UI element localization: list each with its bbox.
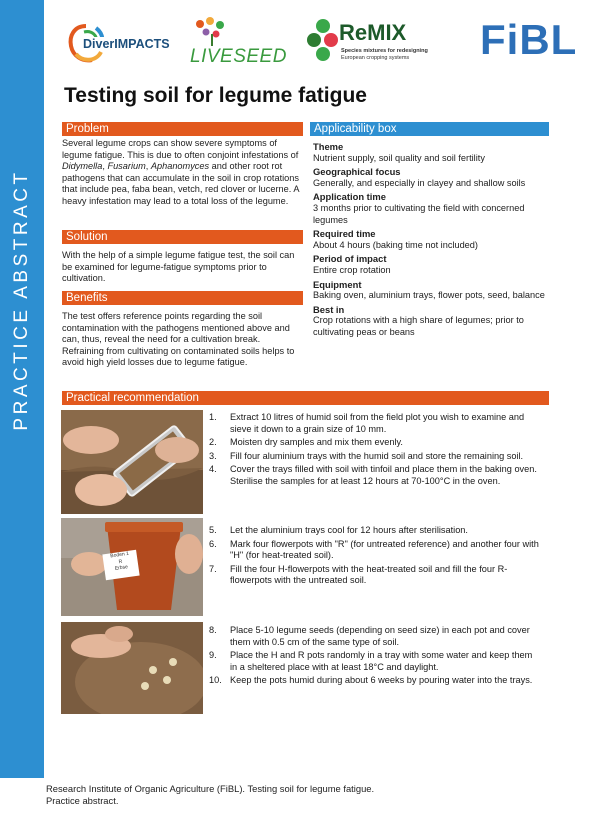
remix-logo [307,14,431,72]
sidebar-label: PRACTICE ABSTRACT [11,169,32,431]
applicability-heading: Applicability box [310,122,549,136]
applicability-list [313,141,545,341]
applicability-item [313,141,545,164]
applicability-value: Crop rotations with a high share of legumes; prior to cultivating peas or beans [313,315,524,337]
applicability-label: Geographical focus [313,166,401,178]
applicability-label: Theme [313,141,344,152]
step-text: Mark four flowerpots with "R" (for untreated reference) and another four with "H" (for heat-treated soil). [230,538,539,561]
fibl-wordmark: FiBL [480,16,578,63]
problem-text: Several legume crops can show severe symptoms of legume fatigue. This is due to often conjoint infestations of Didymella, Fusarium, Aphanomyces and other root rot pathogens that can accumulate in the soil in crop rotations that include pea, faba bean, vetch, red clover or lucerne. A heavy infestation may lead to a total loss of the legume. [62,138,299,206]
diverimpacts-wordmark: DiverIMPACTS [83,37,170,51]
benefits-heading: Benefits [62,291,303,305]
step-number: 10. [209,675,222,686]
remix-tagline-2: European cropping systems [341,55,410,61]
step-text: Fill four aluminium trays with the humid soil and store the remaining soil. [230,450,524,461]
step-item [209,525,539,537]
steps-list-2 [209,525,539,589]
step-text: Let the aluminium trays cool for 12 hours after sterilisation. [230,525,468,535]
liveseed-plant-icon [192,16,232,48]
step-item [209,675,539,687]
step-item [209,650,539,673]
steps-list-3 [209,625,539,689]
applicability-value: About 4 hours (baking time not included) [313,239,478,250]
applicability-label: Period of impact [313,253,387,265]
benefits-text: The test offers reference points regarding the soil contamination with the pathogens mentioned above and can, thus, reveal the need for a cultivation break. Refraining from cultivating on contaminated soils helps to avoid high yield losses due to legume fatigue. [62,311,295,368]
step-text: Cover the trays filled with soil with tinfoil and place them in the baking oven. Sterilise the samples for at least 12 hours at 70-100°C in the oven. [230,464,537,486]
remix-tagline-1: Species mixtures for redesigning [341,48,428,54]
step-item [209,625,539,648]
applicability-value: Nutrient supply, soil quality and soil fertility [313,152,485,163]
applicability-item [313,279,545,302]
footer-citation [46,783,374,807]
applicability-value: Generally, and especially in clayey and shallow soils [313,177,526,188]
step-item [209,564,539,587]
fibl-logo [480,16,580,72]
step-number: 7. [209,563,217,574]
step-number: 8. [209,625,217,635]
step-number: 6. [209,538,217,549]
step-number: 3. [209,450,217,461]
photo-seeds-in-soil [61,622,203,714]
solution-text: With the help of a simple legume fatigue test, the soil can be examined for legume-fatigue symptoms prior to cultivation. [62,250,295,284]
problem-heading: Problem [62,122,303,136]
step-item [209,464,539,487]
liveseed-logo [190,16,308,72]
applicability-label: Best in [313,303,345,315]
applicability-item [313,253,545,276]
photo-soil-tray [61,410,203,514]
logo-row [60,14,580,76]
liveseed-wordmark: LIVESEED [190,46,287,67]
pot-label-tag: Boden 1 R Erbse [102,550,139,580]
step-text: Place 5-10 legume seeds (depending on seed size) in each pot and cover them with 0.5 cm of the same type of soil. [230,625,530,647]
step-item [209,437,539,449]
applicability-item [313,228,545,251]
step-number: 9. [209,650,217,661]
sidebar-band [0,0,44,778]
page-title: Testing soil for legume fatigue [64,84,367,107]
step-number: 1. [209,412,217,422]
step-item [209,539,539,562]
applicability-item [313,191,545,226]
step-number: 4. [209,464,217,475]
applicability-label: Application time [313,191,386,203]
applicability-value: Entire crop rotation [313,264,391,275]
photo-flowerpot [61,518,203,616]
applicability-value: Baking oven, aluminium trays, flower pots, seed, balance [313,290,545,301]
remix-leaf-icon [307,18,339,66]
step-number: 5. [209,525,217,535]
diverimpacts-logo [66,22,192,66]
remix-wordmark: ReMIX [339,20,407,45]
step-text: Fill the four H-flowerpots with the heat-treated soil and fill the four R-flowerpots with the untreated soil. [230,563,508,586]
applicability-item [313,166,545,189]
steps-list-1 [209,412,539,490]
step-item [209,412,539,435]
applicability-item [313,304,545,339]
solution-heading: Solution [62,230,303,244]
step-text: Place the H and R pots randomly in a tray with some water and keep them in a sheltered place with at least 18°C and daylight. [230,650,533,672]
practical-heading: Practical recommendation [62,391,549,405]
applicability-value: 3 months prior to cultivating the field with concerned legumes [313,202,525,225]
step-text: Extract 10 litres of humid soil from the field plot you wish to examine and sieve it down to a grain size of 10 mm. [230,412,525,434]
applicability-label: Required time [313,228,376,240]
step-text: Keep the pots humid during about 6 weeks by pouring water into the trays. [230,675,533,686]
applicability-label: Equipment [313,278,362,290]
footer-line-1: Research Institute of Organic Agriculture (FiBL). Testing soil for legume fatigue. [46,783,375,794]
step-item [209,451,539,463]
footer-line-2: Practice abstract. [46,795,119,806]
step-number: 2. [209,437,217,448]
step-text: Moisten dry samples and mix them evenly. [230,437,403,448]
